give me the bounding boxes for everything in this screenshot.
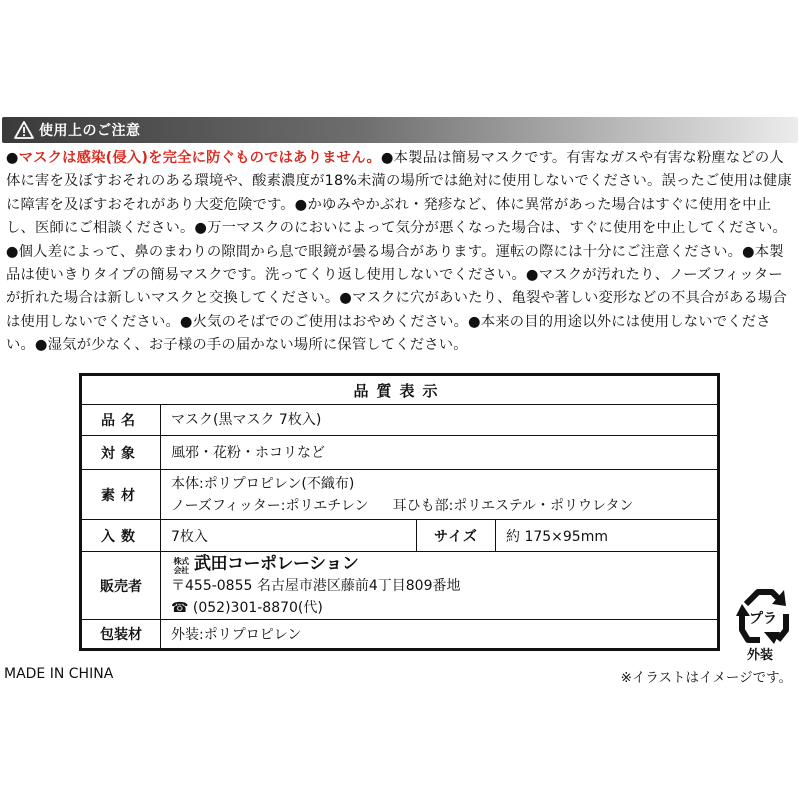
count-label: 入数	[81, 520, 161, 552]
name-value: マスク(黒マスク 7枚入)	[161, 405, 719, 436]
warning-icon	[14, 121, 34, 139]
target-value: 風邪・花粉・ホコリなど	[161, 436, 719, 470]
packaging-label: 包装材	[81, 620, 161, 650]
recycle-mark-text: プラ	[749, 611, 777, 627]
company-phone: ☎ (052)301-8870(代)	[171, 599, 323, 616]
company-name: 武田コーポレーション	[194, 553, 359, 574]
bullet: ●	[6, 150, 19, 166]
table-title: 品質表示	[81, 375, 719, 405]
company-address: 〒455-0855 名古屋市港区藤前4丁目809番地	[171, 577, 461, 594]
quality-label-table	[79, 373, 720, 651]
illustration-note: ※イラストはイメージです。	[620, 670, 792, 686]
material-value	[161, 470, 719, 520]
recycle-pla-icon	[734, 586, 796, 646]
seller-label: 販売者	[81, 552, 161, 620]
size-label: サイズ	[417, 520, 496, 552]
material-extra	[171, 495, 707, 517]
material-ear: 耳ひも部:ポリエステル・ポリウレタン	[392, 497, 634, 514]
caution-text	[6, 147, 796, 358]
material-label: 素材	[81, 470, 161, 520]
caution-body-text: ●本製品は簡易マスクです。有害なガスや有害な粉塵などの人体に害を及ぼすおそれのある環境や、酸素濃度が18%未満の場所では絶対に使用しないでください。誤ったご使用は健康に障害を及ぼすおそれがあり大変危険です。●かゆみやかぶれ・発疹など、体に異常があった場合はすぐに使用を中止し、医師にご相談ください。●万一マスクのにおいによって気分が悪くなった場合は、すぐに使用を中止してください。●個人差によって、鼻のまわりの隙間から息で眼鏡が曇る場合があります。運転の際には十分にご注意ください。●本製品は使いきりタイプの簡易マスクです。洗ってくり返し使用しないでください。●マスクが汚れたり、ノーズフィッターが折れた場合は新しいマスクと交換してください。●マスクに穴があいたり、亀裂や著しい変形などの不具合がある場合は使用しないでください。●火気のそばでのご使用はおやめください。●本来の目的用途以外には使用しないでください。●湿気が少なく、お子様の手の届かない場所に保管してください。	[6, 150, 792, 354]
seller-value	[161, 552, 719, 620]
material-body: 本体:ポリプロピレン(不織布)	[171, 475, 355, 492]
company-logo	[171, 553, 707, 575]
caution-title: 使用上のご注意	[39, 123, 141, 139]
name-label: 品名	[81, 405, 161, 436]
target-label: 対象	[81, 436, 161, 470]
caution-header	[2, 117, 798, 143]
company-kind: 株式会社	[173, 556, 189, 575]
made-in-china: MADE IN CHINA	[4, 666, 114, 682]
packaging-value: 外装:ポリプロピレン	[161, 620, 719, 650]
recycle-label: 外装	[747, 648, 774, 663]
caution-lead-warning: マスクは感染(侵入)を完全に防ぐものではありません。	[18, 150, 381, 166]
size-value: 約 175×95mm	[496, 520, 719, 552]
material-nose: ノーズフィッター:ポリエチレン	[171, 497, 369, 514]
count-value: 7枚入	[161, 520, 417, 552]
